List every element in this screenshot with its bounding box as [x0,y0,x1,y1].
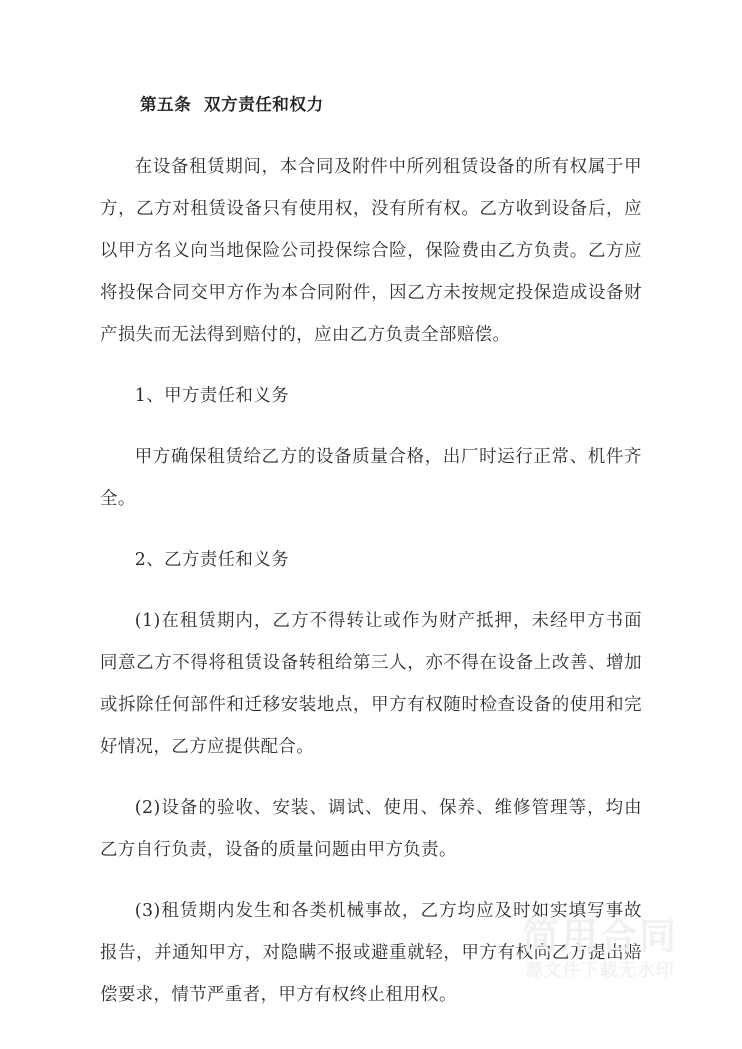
paragraph-item-2-label: 2、乙方责任和义务 [134,550,290,570]
section-heading: 第五条 双方责任和权力 [140,95,324,114]
paragraph-item-1-label: 1、甲方责任和义务 [134,386,290,406]
paragraph-item-2-sub-1: (1)在租赁期内，乙方不得转让或作为财产抵押，未经甲方书面同意乙方不得将租赁设备转租给第三人，亦不得在设备上改善、增加或拆除任何部件和迁移安装地点，甲方有权随时检查设备的使用和完好情况，乙方应提供配合。 [100,611,642,757]
watermark-brand-text: 简用合同 [522,915,678,958]
paragraph-item-2-sub-2: (2)设备的验收、安装、调试、使用、保养、维修管理等，均由乙方自行负责，设备的质量问题由甲方负责。 [100,798,642,860]
paragraph-intro: 在设备租赁期间，本合同及附件中所列租赁设备的所有权属于甲方，乙方对租赁设备只有使用权，没有所有权。乙方收到设备后，应以甲方名义向当地保险公司投保综合险，保险费由乙方负责。乙方应将投保合同交甲方作为本合同附件，因乙方未按规定投保造成设备财产损失而无法得到赔付的，应由乙方负责全部赔偿。 [100,157,642,345]
paragraph-item-1-body: 甲方确保租赁给乙方的设备质量合格，出厂时运行正常、机件齐全。 [100,447,642,509]
paragraph-item-2-sub-3: (3)租赁期内发生和各类机械事故，乙方均应及时如实填写事故报告，并通知甲方，对隐瞒不报或避重就轻，甲方有权向乙方提出赔偿要求，情节严重者，甲方有权终止租用权。 [100,901,642,1005]
document-body [100,84,642,1016]
watermark-tagline-text: 源文件下载无水印 [525,961,675,981]
